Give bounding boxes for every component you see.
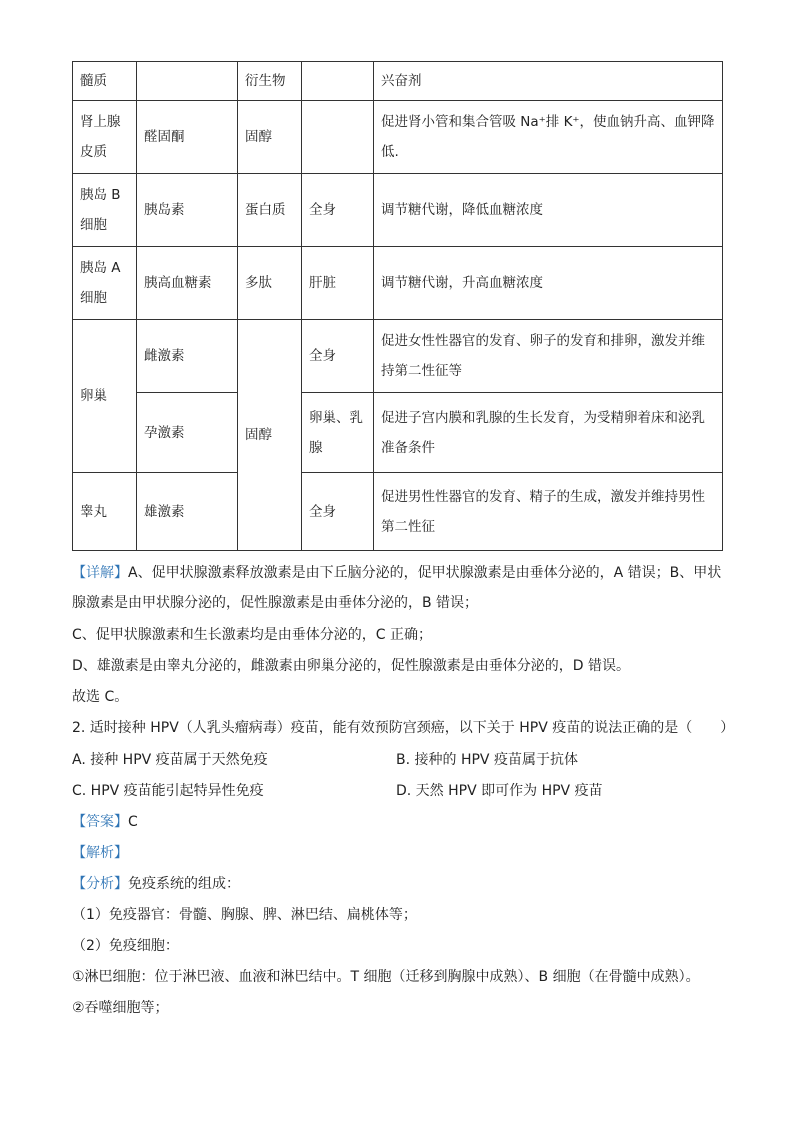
header-cell	[302, 62, 374, 101]
target-cell: 肝脏	[302, 247, 374, 320]
nature-cell: 固醇	[238, 320, 302, 551]
option-b: B. 接种的 HPV 疫苗属于抗体	[396, 752, 578, 768]
function-cell: 促进女性性器官的发育、卵子的发育和排卵，激发并维持第二性征等	[374, 320, 723, 393]
phagocyte-line: ②吞噬细胞等；	[72, 1000, 169, 1016]
detail-tag: 【详解】	[72, 565, 128, 581]
function-cell: 调节糖代谢，降低血糖浓度	[374, 174, 723, 247]
table-row	[73, 473, 723, 551]
table-row	[73, 174, 723, 247]
detail-text-ab: A、促甲状腺激素释放激素是由下丘脑分泌的，促甲状腺激素是由垂体分泌的，A 错误；B、甲状腺激素是由甲状腺分泌的，促性腺激素是由垂体分泌的，B 错误；	[72, 565, 722, 611]
hormone-cell: 雄激素	[137, 473, 238, 551]
function-cell: 促进肾小管和集合管吸 Na⁺排 K⁺，使血钠升高、血钾降低.	[374, 101, 723, 174]
detail-paragraph-d: D、雄激素是由睾丸分泌的，雌激素由卵巢分泌的，促性腺激素是由垂体分泌的，D 错误。	[72, 658, 631, 674]
detail-paragraph-ab	[72, 558, 732, 618]
function-cell: 促进子宫内膜和乳腺的生长发育，为受精卵着床和泌乳准备条件	[374, 393, 723, 473]
lymphocyte-line: ①淋巴细胞：位于淋巴液、血液和淋巴结中。T 细胞（迁移到胸腺中成熟）、B 细胞（在骨髓中成熟）。	[72, 969, 700, 985]
immune-organs-line: （1）免疫器官：骨髓、胸腺、脾、淋巴结、扁桃体等；	[72, 907, 417, 923]
hormone-cell: 胰高血糖素	[137, 247, 238, 320]
target-cell: 全身	[302, 174, 374, 247]
hormone-table	[72, 61, 723, 551]
nature-cell: 固醇	[238, 101, 302, 174]
target-cell: 卵巢、乳腺	[302, 393, 374, 473]
option-c: C. HPV 疫苗能引起特异性免疫	[72, 783, 264, 799]
gland-cell: 肾上腺皮质	[73, 101, 137, 174]
table-row	[73, 393, 723, 473]
analysis-heading	[72, 838, 732, 868]
analysis-lead-line	[72, 869, 732, 899]
answer-tag: 【答案】	[72, 814, 128, 830]
answer-line	[72, 807, 732, 837]
function-cell: 促进男性性器官的发育、精子的生成，激发并维持男性第二性征	[374, 473, 723, 551]
target-cell: 全身	[302, 473, 374, 551]
header-cell: 衍生物	[238, 62, 302, 101]
option-d: D. 天然 HPV 即可作为 HPV 疫苗	[396, 783, 603, 799]
table-row	[73, 101, 723, 174]
target-cell: 全身	[302, 320, 374, 393]
detail-choice: 故选 C。	[72, 689, 129, 705]
analysis-tag: 【解析】	[72, 845, 128, 861]
option-a: A. 接种 HPV 疫苗属于天然免疫	[72, 752, 268, 768]
gland-cell: 胰岛 A 细胞	[73, 247, 137, 320]
nature-cell: 多肽	[238, 247, 302, 320]
header-cell: 髓质	[73, 62, 137, 101]
gland-cell: 睾丸	[73, 473, 137, 551]
hormone-cell: 醛固酮	[137, 101, 238, 174]
answer-value: C	[128, 814, 138, 830]
function-cell: 调节糖代谢，升高血糖浓度	[374, 247, 723, 320]
table-row	[73, 247, 723, 320]
analysis-lead-tag: 【分析】	[72, 876, 128, 892]
table-row	[73, 320, 723, 393]
table-header-row	[73, 62, 723, 101]
gland-cell: 胰岛 B 细胞	[73, 174, 137, 247]
header-cell: 兴奋剂	[374, 62, 723, 101]
immune-cells-line: （2）免疫细胞：	[72, 938, 179, 954]
target-cell	[302, 101, 374, 174]
analysis-lead-text: 免疫系统的组成：	[128, 876, 240, 892]
hormone-cell: 雌激素	[137, 320, 238, 393]
hormone-cell: 胰岛素	[137, 174, 238, 247]
gland-cell: 卵巢	[73, 320, 137, 473]
hormone-cell: 孕激素	[137, 393, 238, 473]
detail-paragraph-c: C、促甲状腺激素和生长激素均是由垂体分泌的，C 正确；	[72, 627, 432, 643]
question2-stem: 2. 适时接种 HPV（人乳头瘤病毒）疫苗，能有效预防宫颈癌，以下关于 HPV 疫苗的说法正确的是（ ）	[72, 720, 735, 736]
nature-cell: 蛋白质	[238, 174, 302, 247]
header-cell	[137, 62, 238, 101]
